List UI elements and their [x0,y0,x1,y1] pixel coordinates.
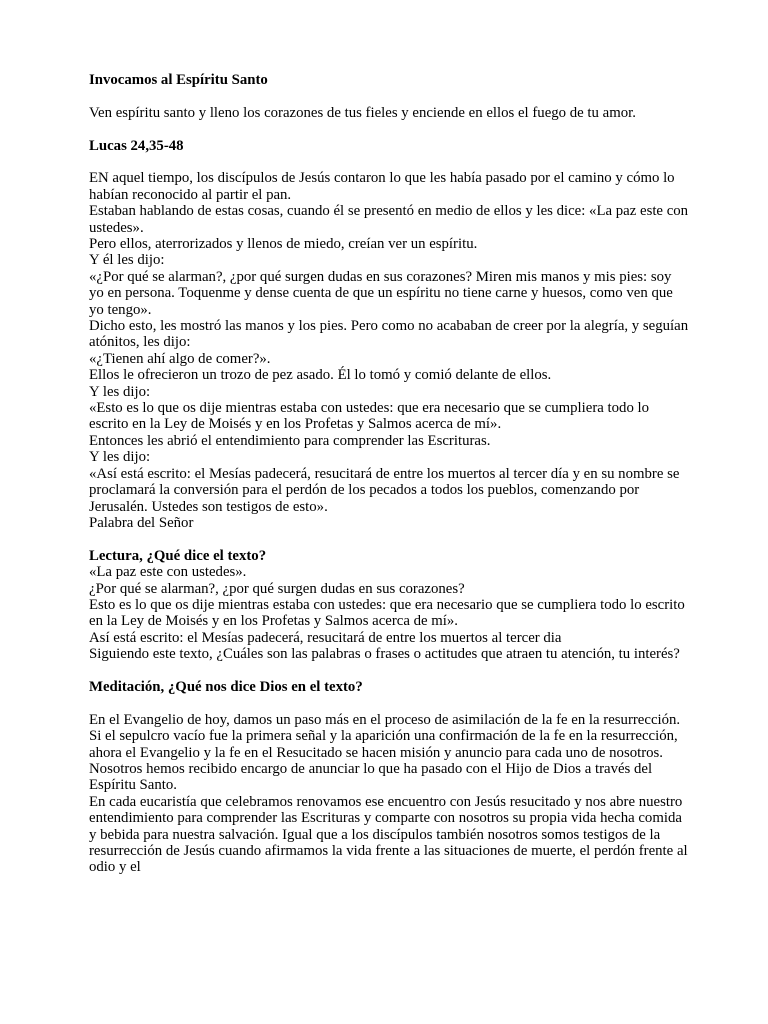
meditacion-heading: Meditación, ¿Qué nos dice Dios en el texto? [89,678,363,695]
gospel-line: Palabra del Señor [89,514,194,531]
meditacion-text [89,712,689,876]
gospel-line: Pero ellos, aterrorizados y llenos de miedo, creían ver un espíritu. [89,236,478,252]
lectura-text [89,564,689,662]
spacer [89,88,689,104]
meditacion-line: En cada eucaristía que celebramos renovamos ese encuentro con Jesús resucitado y nos abre nuestro entendimiento para comprender las Escrituras y comparte con nosotros su propia vida hecha comida y bebida para nuestra salvación. Igual que a los discípulos también nosotros somos testigos de la resurrección de Jesús cuando afirmamos la vida frente a las situaciones de muerte, el perdón frente al odio y el [89,793,688,876]
gospel-line: Ellos le ofrecieron un trozo de pez asado. Él lo tomó y comió delante de ellos. [89,367,552,384]
spacer [89,531,689,547]
gospel-line: Y les dijo: [89,449,151,466]
gospel-line: «Esto es lo que os dije mientras estaba con ustedes: que era necesario que se cumpliera todo lo escrito en la Ley de Moisés y en los Profetas y Salmos acerca de mí». [89,400,650,433]
meditacion-line: Nosotros hemos recibido encargo de anunciar lo que ha pasado con el Hijo de Dios a través del Espíritu Santo. [89,760,653,794]
lectura-line: Así está escrito: el Mesías padecerá, resucitará de entre los muertos al tercer dia [89,629,562,646]
gospel-line: Entonces les abrió el entendimiento para comprender las Escrituras. [89,432,491,449]
gospel-line: Estaban hablando de estas cosas, cuando él se presentó en medio de ellos y les dice: «La paz este con ustedes». [89,203,689,236]
page-title: Invocamos al Espíritu Santo [89,72,268,88]
reading-reference: Lucas 24,35-48 [89,137,184,154]
spacer [89,121,689,137]
gospel-text [89,170,689,531]
invocation-paragraph: Ven espíritu santo y lleno los corazones de tus fieles y enciende en ellos el fuego de tu amor. [89,104,636,121]
lectura-heading: Lectura, ¿Qué dice el texto? [89,547,267,564]
gospel-line: Y les dijo: [89,383,151,400]
gospel-line: Y él les dijo: [89,252,165,269]
gospel-line: «¿Tienen ahí algo de comer?». [89,350,271,367]
spacer [89,695,689,711]
gospel-line: «¿Por qué se alarman?, ¿por qué surgen dudas en sus corazones? Miren mis manos y mis pies: soy yo en persona. Toquenme y dense cuenta de que un espíritu no tiene carne y huesos, como ven que yo tengo». [89,268,673,318]
lectura-line: Siguiendo este texto, ¿Cuáles son las palabras o frases o actitudes que atraen tu atención, tu interés? [89,646,680,663]
lectura-line: «La paz este con ustedes». [89,564,247,581]
meditacion-line: En el Evangelio de hoy, damos un paso más en el proceso de asimilación de la fe en la resurrección. Si el sepulcro vacío fue la primera señal y la aparición una confirmación de la fe en la resurrección, ahora el Evangelio y la fe en el Resucitado se hacen misión y anuncio para cada uno de nosotros. [89,711,681,761]
spacer [89,663,689,679]
document-page [89,72,689,876]
lectura-line: ¿Por qué se alarman?, ¿por qué surgen dudas en sus corazones? [89,580,465,597]
gospel-line: EN aquel tiempo, los discípulos de Jesús contaron lo que les había pasado por el camino y cómo lo habían reconocido al partir el pan. [89,170,675,203]
spacer [89,154,689,170]
lectura-line: Esto es lo que os dije mientras estaba con ustedes: que era necesario que se cumpliera todo lo escrito en la Ley de Moisés y en los Profetas y Salmos acerca de mí». [89,596,685,630]
gospel-line: Dicho esto, les mostró las manos y los pies. Pero como no acababan de creer por la alegría, y seguían atónitos, les dijo: [89,318,689,351]
gospel-line: «Así está escrito: el Mesías padecerá, resucitará de entre los muertos al tercer día y en su nombre se proclamará la conversión para el perdón de los pecados a todos los pueblos, comenzando por Jerusalén. Ustedes son testigos de esto». [89,465,680,515]
